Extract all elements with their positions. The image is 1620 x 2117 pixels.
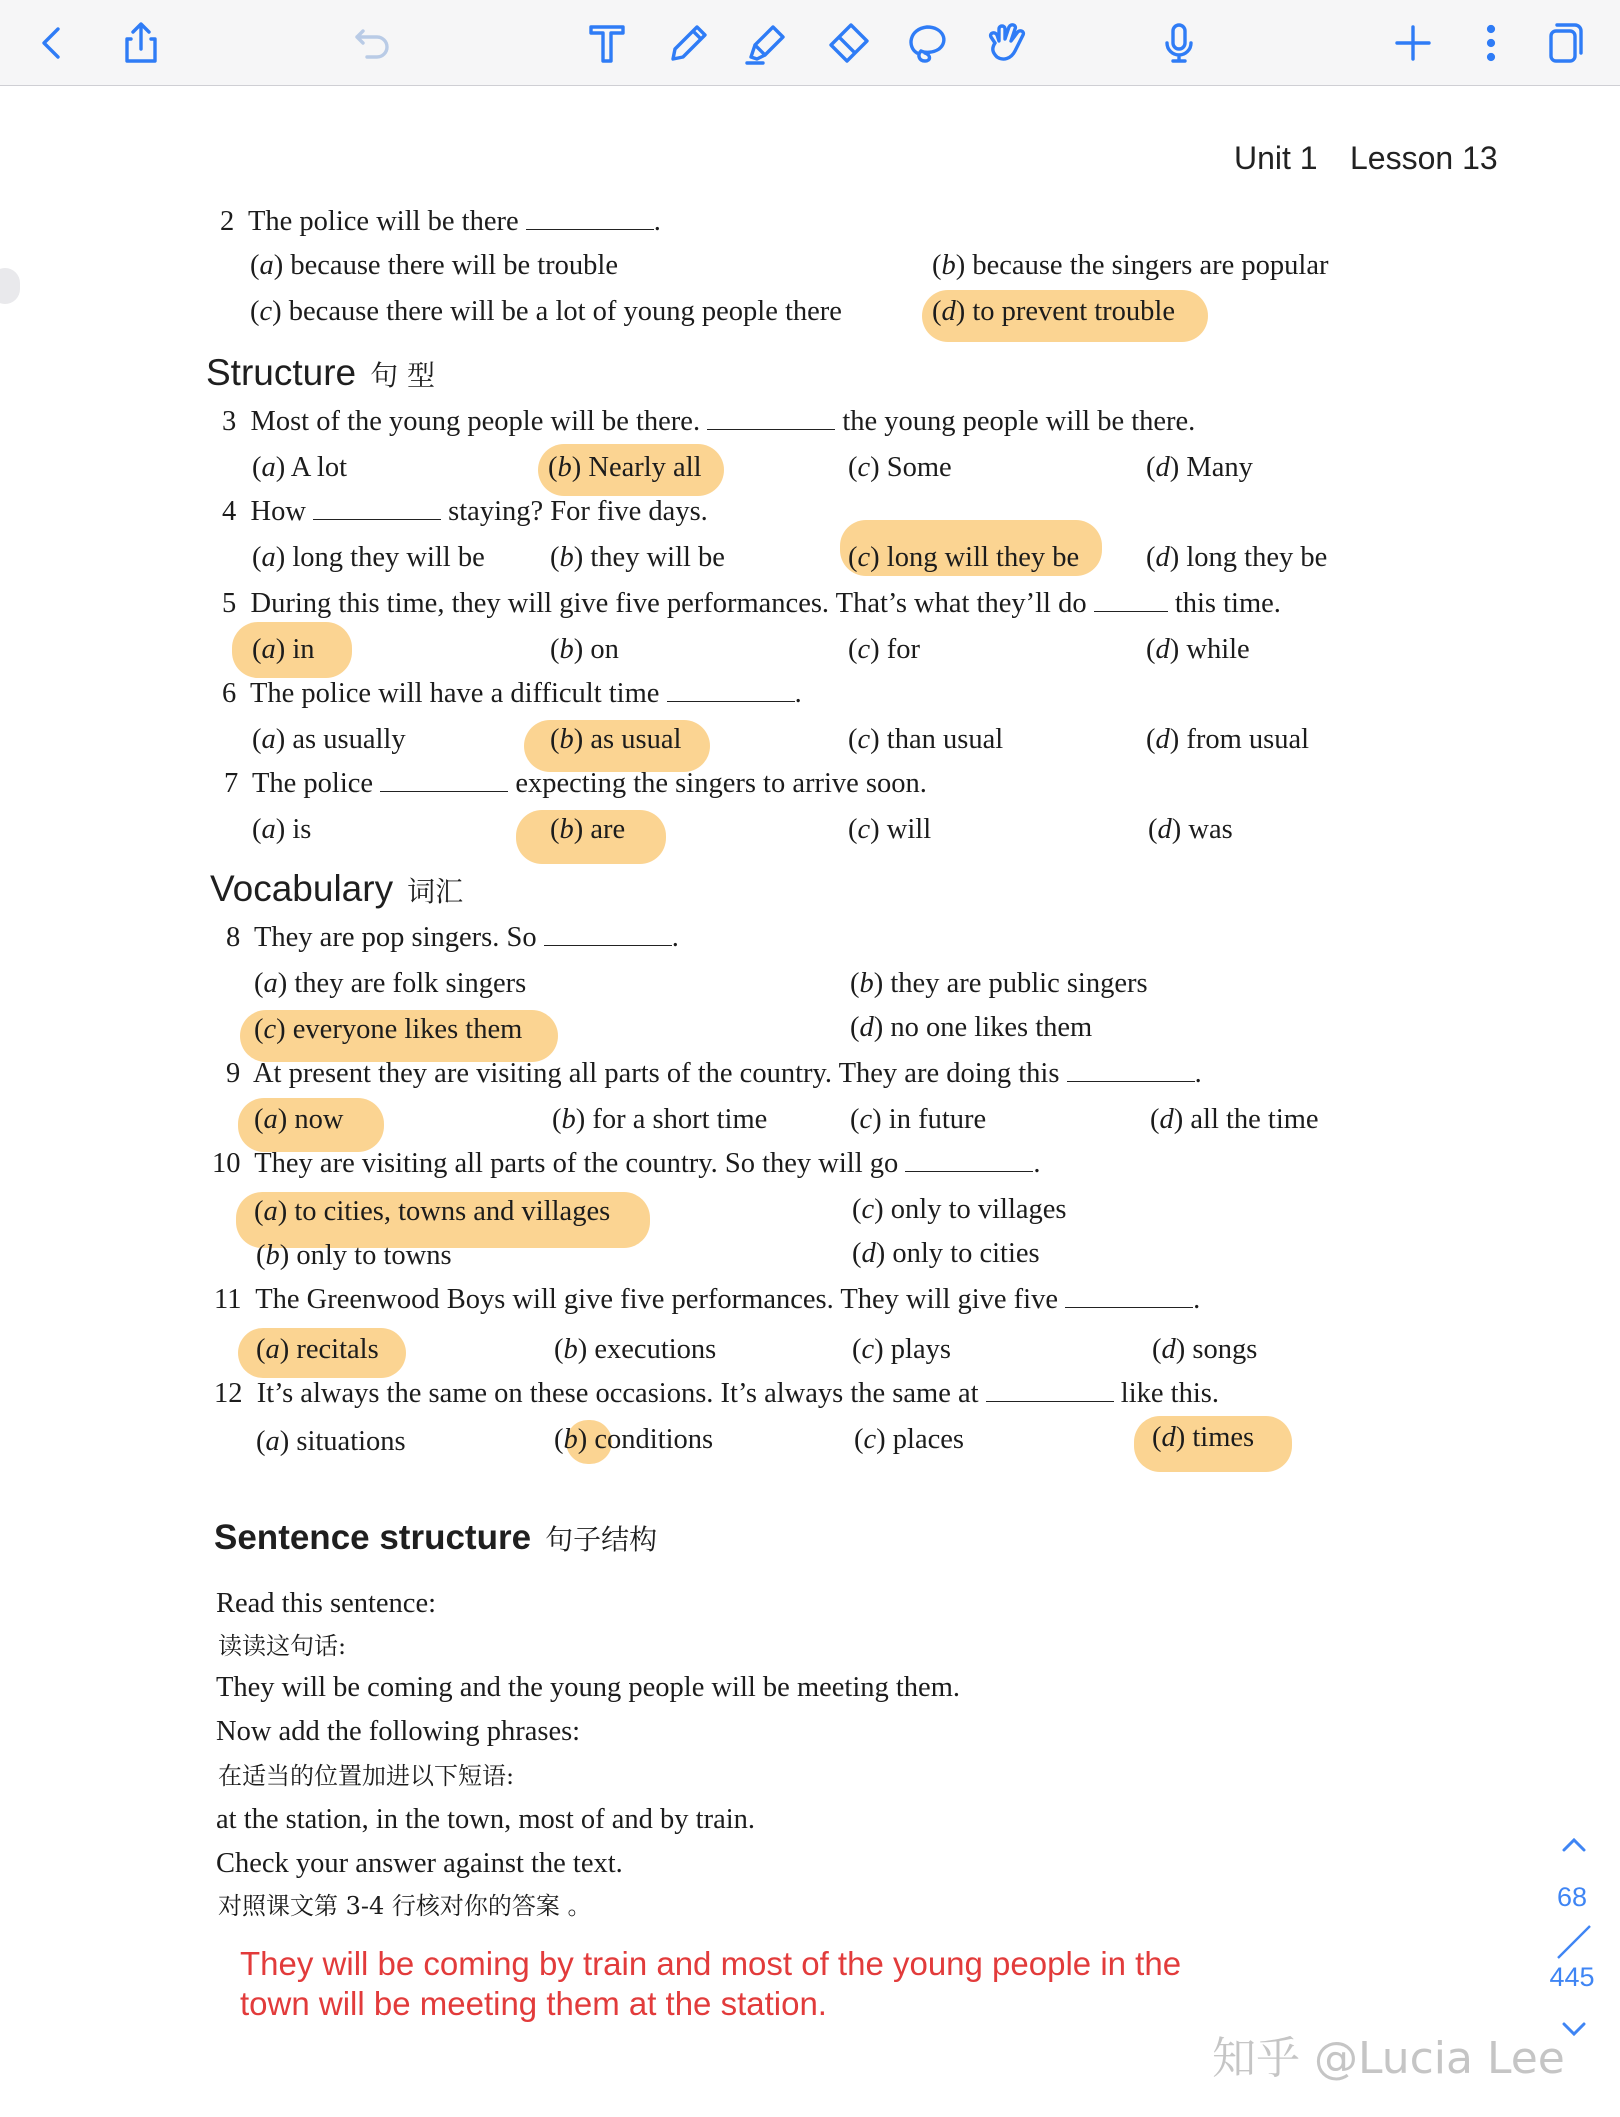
q5-option-c[interactable]: (c) for — [848, 634, 921, 665]
q8-option-d[interactable]: (d) no one likes them — [850, 1012, 1093, 1043]
q3-option-a[interactable]: (a) A lot — [252, 452, 348, 483]
q5-option-b[interactable]: (b) on — [550, 634, 619, 665]
q10-option-a[interactable]: (a) to cities, towns and villages — [254, 1196, 611, 1227]
question-2-stem: 2 The police will be there . — [220, 206, 661, 237]
pen-tool-button[interactable] — [660, 14, 718, 72]
highlighter-icon — [743, 19, 791, 67]
q12-option-c[interactable]: (c) places — [854, 1424, 964, 1455]
section-heading-sentence-structure: Sentence structure 句子结构 — [214, 1518, 658, 1557]
q11-option-a[interactable]: (a) recitals — [256, 1334, 379, 1365]
microphone-button[interactable] — [1150, 14, 1208, 72]
q2-option-a[interactable]: (a) because there will be trouble — [250, 250, 618, 281]
q3-option-d[interactable]: (d) Many — [1146, 452, 1253, 483]
q4-option-d[interactable]: (d) long they be — [1146, 542, 1328, 573]
q2-option-d[interactable]: (d) to prevent trouble — [932, 296, 1175, 327]
question-4-stem: 4 How staying? For five days. — [222, 496, 708, 527]
undo-icon — [349, 19, 397, 67]
q11-option-b[interactable]: (b) executions — [554, 1334, 717, 1365]
q8-option-a[interactable]: (a) they are folk singers — [254, 968, 527, 999]
q7-option-b[interactable]: (b) are — [550, 814, 626, 845]
q9-option-d[interactable]: (d) all the time — [1150, 1104, 1319, 1135]
sentence-instruction-check-zh: 对照课文第 3-4 行核对你的答案 。 — [218, 1892, 592, 1920]
add-button[interactable] — [1384, 14, 1442, 72]
q11-option-c[interactable]: (c) plays — [852, 1334, 951, 1365]
question-8-stem: 8 They are pop singers. So . — [226, 922, 679, 953]
q7-option-c[interactable]: (c) will — [848, 814, 932, 845]
q4-option-c[interactable]: (c) long will they be — [848, 542, 1080, 573]
question-3-stem: 3 Most of the young people will be there. the young people will be there. — [222, 406, 1196, 437]
chevron-left-icon — [28, 19, 76, 67]
question-6-stem: 6 The police will have a difficult time . — [222, 678, 802, 709]
q10-option-c[interactable]: (c) only to villages — [852, 1194, 1067, 1225]
q9-option-a[interactable]: (a) now — [254, 1104, 344, 1135]
lesson-label: Lesson 13 — [1350, 140, 1498, 176]
sentence-instruction-read-zh: 读读这句话: — [218, 1632, 347, 1660]
back-button[interactable] — [23, 14, 81, 72]
q10-option-b[interactable]: (b) only to towns — [256, 1240, 452, 1271]
q4-option-a[interactable]: (a) long they will be — [252, 542, 485, 573]
sentence-instruction-add: Now add the following phrases: — [216, 1716, 581, 1747]
sentence-phrases: at the station, in the town, most of and by train. — [216, 1804, 756, 1835]
q6-option-c[interactable]: (c) than usual — [848, 724, 1004, 755]
total-page-count: 445 — [1549, 1962, 1595, 1992]
section-heading-vocabulary: Vocabulary 词汇 — [210, 868, 464, 909]
chevron-up-icon — [1556, 1826, 1592, 1862]
eraser-tool-button[interactable] — [818, 14, 876, 72]
lasso-icon — [903, 19, 951, 67]
q7-option-d[interactable]: (d) was — [1148, 814, 1233, 845]
share-icon — [117, 19, 165, 67]
sentence-example: They will be coming and the young people will be meeting them. — [216, 1672, 960, 1703]
pages-icon — [1541, 19, 1589, 67]
page-divider-slash — [1554, 1922, 1594, 1962]
hand-tool-button[interactable] — [976, 14, 1034, 72]
q6-option-b[interactable]: (b) as usual — [550, 724, 682, 755]
q6-option-d[interactable]: (d) from usual — [1146, 724, 1310, 755]
q9-option-b[interactable]: (b) for a short time — [552, 1104, 768, 1135]
q8-option-c[interactable]: (c) everyone likes them — [254, 1014, 523, 1045]
highlighter-tool-button[interactable] — [738, 14, 796, 72]
q3-option-b[interactable]: (b) Nearly all — [548, 452, 702, 483]
text-tool-button[interactable] — [578, 14, 636, 72]
current-page-number[interactable]: 68 — [1556, 1882, 1588, 1912]
sentence-instruction-add-zh: 在适当的位置加进以下短语: — [218, 1762, 515, 1790]
q12-option-d[interactable]: (d) times — [1152, 1422, 1255, 1453]
question-9-stem: 9 At present they are visiting all parts of the country. They are doing this . — [226, 1058, 1202, 1089]
question-12-stem: 12 It’s always the same on these occasions. It’s always the same at like this. — [214, 1378, 1219, 1409]
more-button[interactable] — [1462, 14, 1520, 72]
q4-option-b[interactable]: (b) they will be — [550, 542, 725, 573]
q8-option-b[interactable]: (b) they are public singers — [850, 968, 1148, 999]
hand-tool-icon — [981, 19, 1029, 67]
sentence-instruction-check: Check your answer against the text. — [216, 1848, 623, 1879]
q11-option-d[interactable]: (d) songs — [1152, 1334, 1258, 1365]
eraser-icon — [823, 19, 871, 67]
q9-option-c[interactable]: (c) in future — [850, 1104, 987, 1135]
q12-option-b[interactable]: (b) conditions — [554, 1424, 714, 1455]
sentence-instruction-read: Read this sentence: — [216, 1588, 437, 1619]
share-button[interactable] — [112, 14, 170, 72]
q5-option-d[interactable]: (d) while — [1146, 634, 1250, 665]
unit-label: Unit 1 — [1234, 140, 1318, 176]
top-toolbar — [0, 0, 1620, 86]
more-icon — [1467, 19, 1515, 67]
q12-option-a[interactable]: (a) situations — [256, 1426, 406, 1457]
plus-icon — [1389, 19, 1437, 67]
q2-option-b[interactable]: (b) because the singers are popular — [932, 250, 1329, 281]
q3-option-c[interactable]: (c) Some — [848, 452, 952, 483]
lasso-tool-button[interactable] — [898, 14, 956, 72]
pages-button[interactable] — [1536, 14, 1594, 72]
q5-option-a[interactable]: (a) in — [252, 634, 315, 665]
section-heading-structure: Structure 句 型 — [206, 352, 436, 393]
undo-button[interactable] — [344, 14, 402, 72]
microphone-icon — [1155, 19, 1203, 67]
answer-line-1: They will be coming by train and most of the young people in the — [240, 1945, 1182, 1982]
pen-icon — [665, 19, 713, 67]
question-7-stem: 7 The police expecting the singers to arrive soon. — [224, 768, 927, 799]
watermark: 知乎 @Lucia Lee — [1212, 2033, 1565, 2084]
question-11-stem: 11 The Greenwood Boys will give five performances. They will give five . — [214, 1284, 1201, 1315]
q10-option-d[interactable]: (d) only to cities — [852, 1238, 1040, 1269]
document-page — [0, 86, 1620, 2117]
page-up-button[interactable] — [1556, 1826, 1592, 1862]
q7-option-a[interactable]: (a) is — [252, 814, 312, 845]
q2-option-c[interactable]: (c) because there will be a lot of young people there — [250, 296, 842, 327]
question-5-stem: 5 During this time, they will give five performances. That’s what they’ll do this time. — [222, 588, 1281, 619]
text-tool-icon — [583, 19, 631, 67]
question-10-stem: 10 They are visiting all parts of the country. So they will go . — [212, 1148, 1041, 1179]
answer-line-2: town will be meeting them at the station. — [240, 1985, 827, 2022]
q6-option-a[interactable]: (a) as usually — [252, 724, 406, 755]
